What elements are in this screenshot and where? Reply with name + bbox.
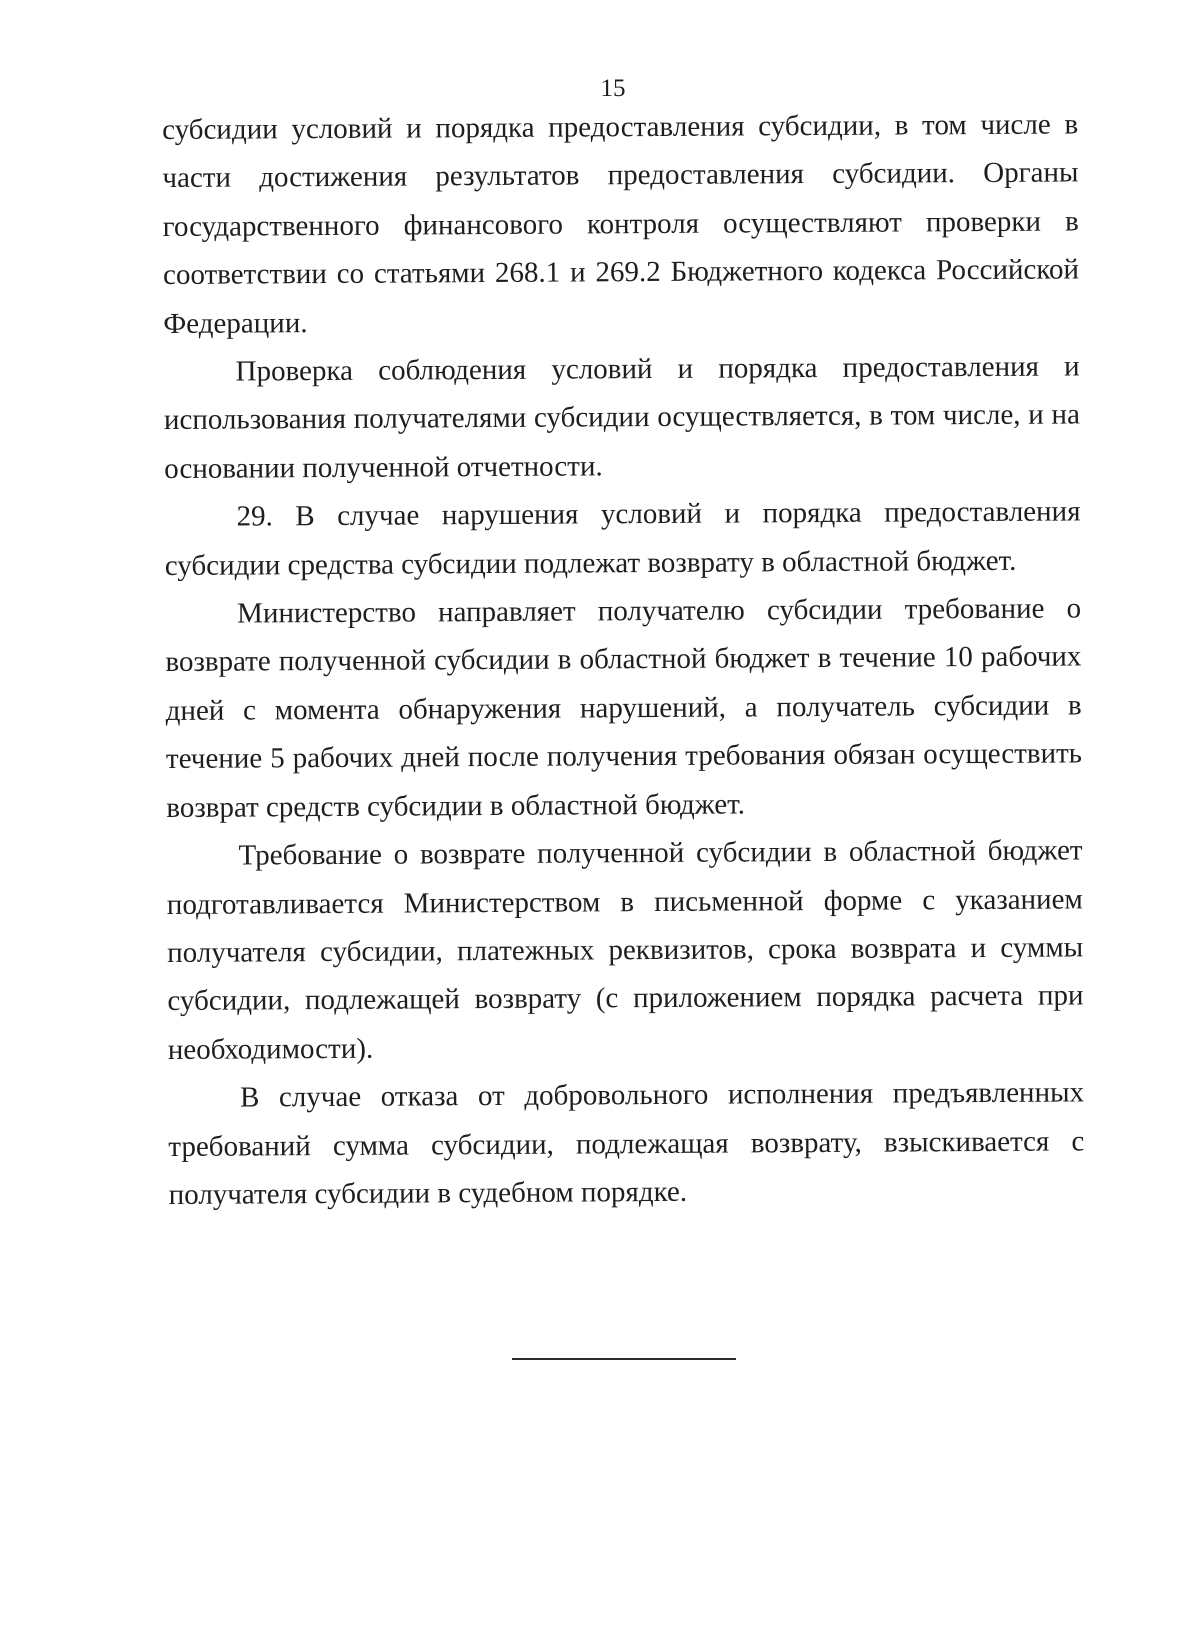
paragraph-continuation: субсидии условий и порядка предоставления субсидии, в том числе в части достижения результатов предоставления субсидии. Органы государственного финансового контроля осуществляют проверки в соответствии со статьями 268.1 и 269.2 Бюджетного кодекса Российской Федерации.: [162, 108, 1080, 340]
paragraph-verification: Проверка соблюдения условий и порядка предоставления и использования получателями субсидии осуществляется, в том числе, и на основании полученной отчетности.: [163, 350, 1081, 485]
paragraph-court-recovery: В случае отказа от добровольного исполнения предъявленных требований сумма субсидии, подлежащая возврату, взыскивается с получателя субсидии в судебном порядке.: [168, 1076, 1085, 1211]
document-body: [162, 100, 1085, 1219]
paragraph-clause-29: 29. В случае нарушения условий и порядка предоставления субсидии средства субсидии подлежат возврату в областной бюджет.: [164, 495, 1081, 582]
closing-divider-line: [512, 1358, 736, 1360]
paragraph-demand-form: Требование о возврате полученной субсидии в областной бюджет подготавливается Министерством в письменной форме с указанием получателя субсидии, платежных реквизитов, срока возврата и суммы субсидии, подлежащей возврату (с приложением порядка расчета при необходимости).: [166, 834, 1084, 1066]
page-number: 15: [600, 75, 626, 102]
paragraph-ministry-demand: Министерство направляет получателю субсидии требование о возврате полученной субсидии в областной бюджет в течение 10 рабочих дней с момента обнаружения нарушений, а получатель субсидии в течение 5 рабочих дней после получения требования обязан осуществить возврат средств субсидии в областной бюджет.: [165, 592, 1083, 824]
